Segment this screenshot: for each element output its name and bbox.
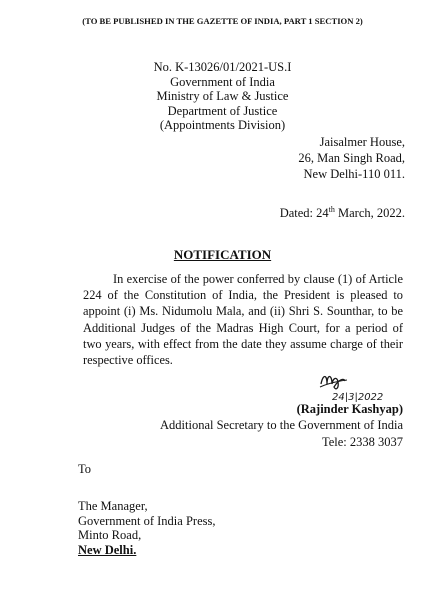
handwritten-signature [317, 368, 397, 402]
address-line: Jaisalmer House, [319, 135, 405, 149]
sender-address [298, 134, 405, 182]
signatory-telephone: Tele: 2338 3037 [321, 435, 403, 449]
gazette-note: (TO BE PUBLISHED IN THE GAZETTE OF INDIA, PART 1 SECTION 2) [82, 16, 363, 26]
dated-line [280, 206, 405, 221]
government-name: Government of India [170, 74, 275, 89]
file-number: No. K-13026/01/2021-US.I [153, 60, 292, 74]
notification-body: In exercise of the power conferred by clause (1) of Article 224 of the Constitution of India, the President is pleased to appoint (i) Ms. Nidumolu Mala, and (ii) Shri S. Sounthar, to be Additional Judges of the Madras High Court, for a period of two years, with effect from the date they assume charge of their respective offices. [83, 272, 403, 368]
address-line: New Delhi-110 011. [303, 167, 405, 181]
signatory-designation: Additional Secretary to the Government of India [160, 418, 403, 432]
recipient-city: New Delhi. [78, 542, 137, 557]
recipient-line: Minto Road, [78, 528, 142, 543]
signature-date: 24|3|2022 [332, 392, 384, 402]
date-prefix: Dated: 24 [279, 206, 329, 220]
recipient-line: Government of India Press, [78, 513, 216, 528]
notification-title: NOTIFICATION [173, 247, 272, 262]
recipient-line: The Manager, [78, 499, 148, 513]
division-name: (Appointments Division) [159, 118, 286, 133]
date-ordinal: th [328, 204, 335, 214]
address-line: 26, Man Singh Road, [298, 151, 405, 165]
ministry-name: Ministry of Law & Justice [156, 89, 289, 104]
document-header [0, 60, 445, 133]
to-label: To [78, 462, 92, 476]
recipient-address [78, 499, 215, 557]
department-name: Department of Justice [167, 103, 278, 118]
date-rest: March, 2022. [334, 206, 405, 220]
signatory-name: (Rajinder Kashyap) [296, 402, 403, 416]
